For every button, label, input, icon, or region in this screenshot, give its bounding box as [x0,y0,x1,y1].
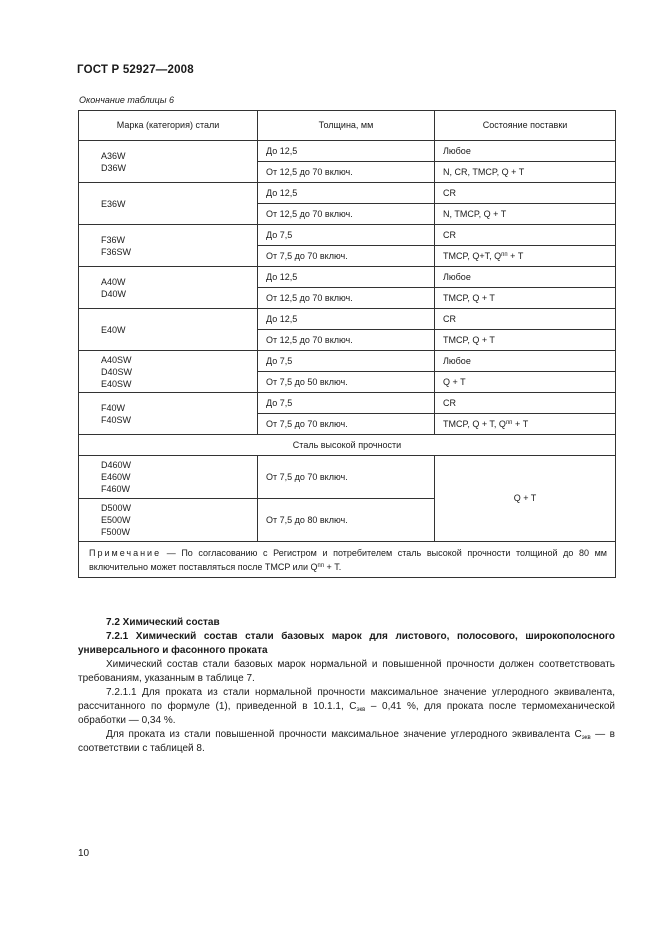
thickness-cell: До 7,5 [258,393,435,414]
state-cell: CR [435,309,616,330]
thickness-cell: От 12,5 до 70 включ. [258,204,435,225]
paragraph-text-suffix: — в соответствии с таблицей 8. [78,729,615,754]
table-caption: Окончание таблицы 6 [79,95,174,105]
note-superscript: пп [317,563,324,569]
table-header-row [79,111,616,141]
state-cell: Любое [435,141,616,162]
grade-cell [79,456,258,499]
thickness-cell: От 12,5 до 70 включ. [258,162,435,183]
table-row [79,351,616,372]
grade-cell [79,309,258,351]
grade-name: F36SW [101,246,132,257]
grade-name: F500W [101,527,131,537]
column-header-grade: Марка (категория) стали [79,111,258,141]
thickness-cell: До 12,5 [258,267,435,288]
paragraph-text-suffix: – 0,41 %, для проката после термомеханической обработки — 0,34 %. [78,701,616,726]
section-row [79,435,616,456]
thickness-cell: До 7,5 [258,225,435,246]
subscript: экв [356,707,366,713]
table-row [79,309,616,330]
state-text-suffix: + T [507,250,524,261]
column-header-thickness: Толщина, мм [258,111,435,141]
thickness-cell: От 7,5 до 80 включ. [258,499,435,542]
table-note [79,542,616,578]
grade-name: D40W [101,288,127,299]
thickness-cell: До 12,5 [258,141,435,162]
grade-name: E40SW [101,378,132,389]
grade-name: E500W [101,515,131,525]
thickness-cell: До 12,5 [258,309,435,330]
grade-name: D40SW [101,366,133,377]
table-row [79,183,616,204]
subsection-heading: 7.2.1 Химический состав стали базовых марок для листового, полосового, широкополосного универсального и фасонного проката [78,631,615,656]
document-header: ГОСТ Р 52927—2008 [77,64,194,76]
steel-delivery-table [78,110,616,578]
thickness-cell: До 7,5 [258,351,435,372]
paragraph-text: 7.2.1.1 Для проката из стали нормальной прочности максимальное значение углеродного эквивалента, рассчитанного по формуле (1), приведенной в 10.1.1, C [78,687,615,712]
state-text: TMCP, Q + T, Q [443,418,506,429]
state-superscript: пп [501,251,508,258]
state-cell: Q + T [435,456,616,542]
state-cell: N, TMCP, Q + T [435,204,616,225]
grade-name: E36W [101,198,126,209]
state-cell [435,414,616,435]
state-cell [435,246,616,267]
state-cell: N, CR, TMCP, Q + T [435,162,616,183]
grade-name: E40W [101,324,126,335]
grade-name: A40W [101,276,126,287]
thickness-cell: От 7,5 до 70 включ. [258,414,435,435]
grade-name: F40W [101,402,126,413]
grade-name: A40SW [101,354,132,365]
state-text: TMCP, Q+T, Q [443,250,502,261]
note-row [79,542,616,578]
section-body [78,616,615,756]
grade-name: F460W [101,484,131,494]
paragraph-text: Для проката из стали повышенной прочности максимальное значение углеродного эквивалента C [106,729,582,740]
grade-cell [79,267,258,309]
page-number: 10 [78,848,90,859]
paragraph: Химический состав стали базовых марок нормальной и повышенной прочности должен соответствовать требованиям, указанным в таблице 7. [78,659,615,684]
thickness-cell: От 12,5 до 70 включ. [258,288,435,309]
grade-cell [79,225,258,267]
grade-name: A36W [101,150,126,161]
section-heading: 7.2 Химический состав [106,617,220,628]
grade-cell [79,393,258,435]
grade-cell [79,499,258,542]
thickness-cell: От 12,5 до 70 включ. [258,330,435,351]
column-header-state: Состояние поставки [435,111,616,141]
grade-name: D460W [101,460,132,470]
table-row [79,267,616,288]
grade-name: D36W [101,162,127,173]
state-cell: CR [435,393,616,414]
grade-cell [79,351,258,393]
note-text-suffix: + T. [324,562,342,572]
table-row [79,393,616,414]
grade-name: F40SW [101,414,132,425]
thickness-cell: От 7,5 до 70 включ. [258,456,435,499]
table-row [79,225,616,246]
grade-cell [79,141,258,183]
state-cell: Q + T [435,372,616,393]
table-row [79,456,616,499]
note-text: — По согласованию с Регистром и потребителем сталь высокой прочности толщиной до 80 мм включительно может поставляться после TMCP или Q [89,548,607,572]
grade-cell [79,183,258,225]
grade-name: D500W [101,503,132,513]
note-label: Примечание [89,548,162,558]
thickness-cell: До 12,5 [258,183,435,204]
state-cell: Любое [435,351,616,372]
grade-name: E460W [101,472,131,482]
paragraph [78,686,615,728]
grade-name: F36W [101,234,126,245]
state-text-suffix: + T [512,418,529,429]
table-row [79,141,616,162]
state-cell: CR [435,225,616,246]
state-cell: TMCP, Q + T [435,288,616,309]
high-strength-heading: Сталь высокой прочности [79,435,616,456]
state-cell: Любое [435,267,616,288]
state-superscript: пп [505,419,513,426]
state-cell: TMCP, Q + T [435,330,616,351]
paragraph [78,728,615,756]
thickness-cell: От 7,5 до 70 включ. [258,246,435,267]
subscript: экв [581,735,591,741]
thickness-cell: От 7,5 до 50 включ. [258,372,435,393]
state-cell: CR [435,183,616,204]
